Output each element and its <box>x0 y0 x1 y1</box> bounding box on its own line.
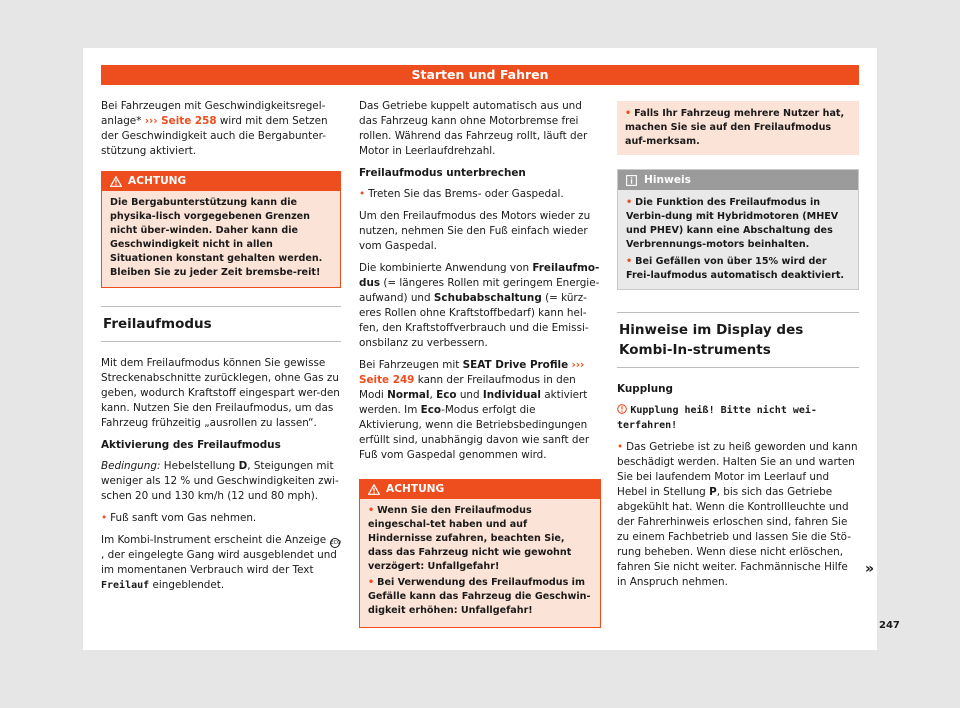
and-text: und <box>459 389 480 401</box>
display-message-text: Kupplung heiß! Bitte nicht wei-terfahren! <box>617 405 817 431</box>
note-box <box>617 169 859 290</box>
para-text-3: (= kürz-eres Rollen ohne Kraftstoffbedarf) kann hel-fen, den Kraftstoffverbrauch und die Emissi-onsbilanz zu verbessern. <box>359 292 589 349</box>
bullet-icon: • <box>359 188 366 200</box>
warning-item <box>368 576 592 618</box>
page-link[interactable]: ››› Seite 258 <box>144 115 217 127</box>
section-title: Freilaufmodus <box>101 306 341 342</box>
bullet-text: Fuß sanft vom Gas nehmen. <box>110 512 257 524</box>
warning-box <box>101 171 341 288</box>
warning-list <box>360 499 600 627</box>
bullet-text: Treten Sie das Brems- oder Gaspedal. <box>368 188 564 200</box>
bullet-item <box>101 511 341 526</box>
subheading: Aktivierung des Freilaufmodus <box>101 439 281 451</box>
intro-text: Bei Fahrzeugen mit Geschwindigkeitsregel-anlage* <box>101 100 326 127</box>
display-text: Freilauf <box>101 580 150 591</box>
warning-header <box>102 172 340 191</box>
gear-p: P <box>709 486 717 498</box>
paragraph: Mit dem Freilaufmodus können Sie gewisse Streckenabschnitte zurücklegen, ohne Gas zu geben, wodurch Kraftstoff eingespart wer-den kann. Nutzen Sie den Freilaufmodus, um das Fahrzeug frühzeitig „ausrollen zu lassen“. <box>101 357 340 429</box>
warning-item-text: Falls Ihr Fahrzeug mehrere Nutzer hat, machen Sie sie auf den Freilaufmodus auf-merksam. <box>625 108 845 147</box>
column-2 <box>359 99 601 640</box>
term-2: Schubabschaltung <box>433 292 542 304</box>
para-text-2: (= längeres Rollen mit geringem Energie-aufwand) und <box>359 277 600 304</box>
column-1 <box>101 99 341 600</box>
note-list <box>618 190 858 289</box>
mode-individual: Individual <box>482 389 541 401</box>
warning-text: Die Bergabunterstützung kann die physika-lisch vorgegebenen Grenzen nicht über-winden. Daher kann die Geschwindigkeit nicht in allen Situationen konstant gehalten werden. Bleiben Sie zu jeder Zeit bremsbe-reit! <box>102 191 340 287</box>
eco-indicator-icon: ECO <box>330 540 342 546</box>
page-link[interactable]: ››› Seite 249 <box>359 359 585 386</box>
intro-text-2: wird mit dem Setzen der Geschwindigkeit auch die Bergabunter-stützung aktiviert. <box>101 115 328 157</box>
warning-box <box>359 479 601 628</box>
bullet-icon: • <box>626 197 633 208</box>
warning-triangle-icon <box>110 176 122 187</box>
column-3 <box>617 101 859 597</box>
bullet-icon: • <box>101 512 108 524</box>
page-number: 247 <box>879 620 900 631</box>
warning-label: ACHTUNG <box>386 483 445 495</box>
warning-circle-icon <box>617 404 627 414</box>
bullet-icon: • <box>368 505 375 516</box>
subheading: Kupplung <box>617 383 673 395</box>
section-title: Hinweise im Display des Kombi-In-struments <box>617 312 859 368</box>
para-text: Bei Fahrzeugen mit <box>359 359 460 371</box>
para-text-2: , der eingelegte Gang wird ausgeblendet und im momentanen Verbrauch wird der Text <box>101 549 337 576</box>
note-header <box>618 170 858 190</box>
mode-normal: Normal <box>387 389 430 401</box>
bullet-icon: • <box>617 441 624 453</box>
warning-header <box>360 480 600 499</box>
chapter-header: Starten und Fahren <box>101 65 859 85</box>
mode-eco-2: Eco <box>420 404 442 416</box>
note-item <box>626 255 850 283</box>
note-item <box>626 196 850 252</box>
bullet-item <box>359 187 601 202</box>
para-text: Die kombinierte Anwendung von <box>359 262 530 274</box>
mode-eco: Eco <box>436 389 457 401</box>
condition-paragraph <box>101 459 341 504</box>
info-icon <box>626 175 637 186</box>
continue-mark: » <box>865 561 875 577</box>
display-message <box>617 403 859 433</box>
para-text-3: eingeblendet. <box>152 579 225 591</box>
note-item-text: Bei Gefällen von über 15% wird der Frei-laufmodus automatisch deaktiviert. <box>626 256 845 281</box>
bullet-icon: • <box>368 577 375 588</box>
bullet-item <box>617 440 859 590</box>
condition-text-2: , Steigungen mit weniger als 12 % und Geschwindigkeiten zwi-schen 20 und 130 km/h (12 und 80 mph). <box>101 460 339 502</box>
subheading: Freilaufmodus unterbrechen <box>359 167 526 179</box>
para-text-2: kann der Freilaufmodus in den Modi <box>359 374 576 401</box>
para-text: Das Getriebe ist zu heiß geworden und kann beschädigt werden. Halten Sie an und warten Sie bei laufendem Motor im Leerlauf und Hebel in Stellung <box>617 441 858 498</box>
bullet-icon: • <box>626 256 633 267</box>
intro-paragraph <box>101 99 341 159</box>
warning-continuation <box>617 101 859 155</box>
note-label: Hinweis <box>644 173 691 186</box>
warning-label: ACHTUNG <box>128 175 187 187</box>
paragraph: Um den Freilaufmodus des Motors wieder zu nutzen, nehmen Sie den Fuß einfach wieder vom Gaspedal. <box>359 210 591 252</box>
note-item-text: Die Funktion des Freilaufmodus in Verbin-dung mit Hybridmotoren (MHEV und PHEV) kann eine Abschaltung des Verbrennungs-motors beinhalten. <box>626 197 839 250</box>
warning-triangle-icon <box>368 484 380 495</box>
gear-d: D <box>238 460 248 472</box>
para-text-2: , bis sich das Getriebe abgekühlt hat. Wenn die Kontrollleuchte und der Fahrerhinweis erloschen sind, fahren Sie zu einem Fachbetrieb und lassen Sie die Stö-rung beheben. Wenn diese nicht erlöschen, fahren Sie nicht weiter. Fachmännische Hilfe in Anspruch nehmen. <box>617 486 851 588</box>
warning-item-text: Wenn Sie den Freilaufmodus eingeschal-tet haben und auf Hindernisse zufahren, beachten Sie, dass das Fahrzeug nicht wie gewohnt verzögert: Unfallgefahr! <box>368 505 572 572</box>
para-text-4: -Modus erfolgt die Aktivierung, wenn die Betriebsbedingungen erfüllt sind, unabhängig davon wie sanft der Fuß vom Gaspedal genommen wird. <box>359 404 590 461</box>
term: Freilaufmo-dus <box>359 262 600 289</box>
para-text: Im Kombi-Instrument erscheint die Anzeige <box>101 534 327 546</box>
warning-item <box>368 504 592 574</box>
bullet-icon: • <box>625 108 632 119</box>
term: SEAT Drive Profile <box>462 359 569 371</box>
paragraph <box>359 261 601 351</box>
paragraph: Bei Fahrzeugen mit SEAT Drive Profile ››› Seite 249 kann der Freilaufmodus in den Modi Normal, Eco und Individual aktiviert werden. Im Eco-Modus erfolgt die Aktivierung, wenn die Betriebsbedingungen erfüllt sind, unabhängig davon wie sanft der Fuß vom Gaspedal genommen wird. <box>359 359 590 461</box>
paragraph <box>101 533 341 593</box>
para-text-3: aktiviert werden. Im <box>359 389 588 416</box>
condition-text: Hebelstellung <box>163 460 236 472</box>
warning-item-text: Bei Verwendung des Freilaufmodus im Gefälle kann das Fahrzeug die Geschwin-digkeit erhöhen: Unfallgefahr! <box>368 577 591 616</box>
condition-label: Bedingung: <box>101 460 161 472</box>
paragraph: Das Getriebe kuppelt automatisch aus und das Fahrzeug kann ohne Motorbremse frei rollen. Während das Fahrzeug rollt, läuft der Motor in Leerlaufdrehzahl. <box>359 100 588 157</box>
